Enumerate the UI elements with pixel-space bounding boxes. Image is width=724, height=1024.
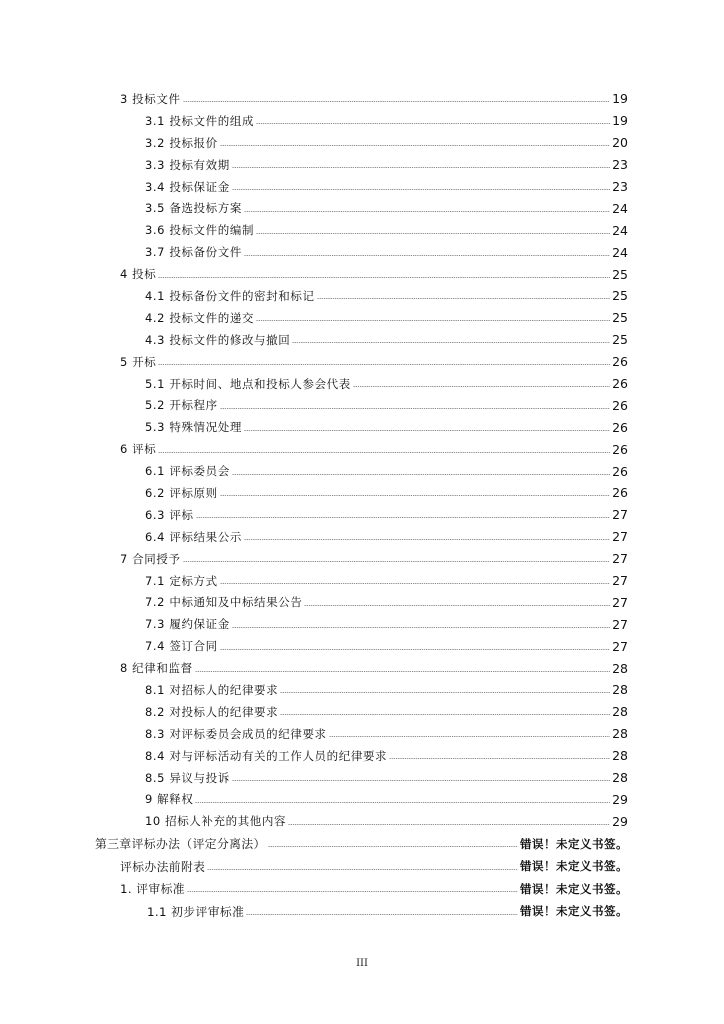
toc-entry-page-number: 24	[612, 222, 628, 238]
toc-entry[interactable]	[0, 591, 724, 613]
toc-entry-page-number: 28	[612, 682, 628, 698]
toc-entry-label: 8.3 对评标委员会成员的纪律要求	[145, 726, 327, 741]
toc-dot-leader	[246, 914, 518, 915]
toc-entry-label: 7.4 签订合同	[145, 639, 218, 654]
toc-entry-label: 6.3 评标	[145, 507, 194, 522]
toc-entry-label: 4.1 投标备份文件的密封和标记	[145, 288, 315, 303]
toc-entry-label: 7.2 中标通知及中标结果公告	[145, 595, 303, 610]
toc-entry-label: 3.3 投标有效期	[145, 157, 230, 172]
toc-entry-page-number: 29	[612, 813, 628, 829]
toc-entry[interactable]	[0, 460, 724, 482]
toc-entry-label: 3.2 投标报价	[145, 135, 218, 150]
toc-entry-page-number: 25	[612, 310, 628, 326]
toc-entry-label: 5.1 开标时间、地点和投标人参会代表	[145, 376, 351, 391]
toc-entry-page-number: 27	[612, 638, 628, 654]
toc-dot-leader	[304, 605, 610, 606]
toc-entry[interactable]	[0, 657, 724, 679]
toc-entry-label: 第三章评标办法（评定分离法）	[95, 837, 266, 852]
page-footer-number: III	[356, 958, 368, 969]
toc-entry[interactable]	[0, 745, 724, 767]
toc-entry[interactable]	[0, 548, 724, 570]
toc-entry-page-number: 23	[612, 179, 628, 194]
toc-entry-label: 3 投标文件	[120, 91, 181, 106]
toc-entry[interactable]	[0, 482, 724, 504]
toc-entry-page-number: 19	[612, 91, 628, 107]
table-of-contents	[0, 88, 724, 922]
toc-dot-leader	[389, 758, 610, 759]
toc-dot-leader	[353, 386, 610, 387]
toc-entry-label: 5.3 特殊情况处理	[145, 420, 242, 435]
toc-entry-page-number: 26	[612, 354, 628, 370]
toc-entry-label: 4 投标	[120, 267, 157, 282]
toc-chapter-entry[interactable]	[0, 855, 724, 878]
toc-entry[interactable]	[0, 679, 724, 701]
toc-chapter-entry[interactable]	[0, 877, 724, 900]
toc-entry-page-number: 26	[612, 463, 628, 479]
toc-entry-label: 3.7 投标备份文件	[145, 245, 242, 260]
toc-entry-page-number: 26	[612, 419, 628, 435]
toc-dot-leader	[256, 233, 610, 234]
toc-entry[interactable]	[0, 570, 724, 592]
toc-entry[interactable]	[0, 285, 724, 307]
toc-entry[interactable]	[0, 263, 724, 285]
toc-entry-label: 1. 评审标准	[120, 882, 185, 897]
toc-entry[interactable]	[0, 373, 724, 395]
toc-entry-page-number: 25	[612, 266, 628, 282]
toc-bookmark-error: 错误！未定义书签。	[520, 881, 628, 896]
toc-entry-page-number: 25	[612, 288, 628, 304]
toc-entry-label: 8.5 异议与投诉	[145, 770, 230, 785]
toc-entry-page-number: 20	[612, 135, 628, 151]
toc-entry[interactable]	[0, 767, 724, 789]
toc-entry-label: 3.6 投标文件的编制	[145, 223, 255, 238]
toc-entry-label: 6.4 评标结果公示	[145, 529, 242, 544]
toc-entry[interactable]	[0, 613, 724, 635]
toc-entry[interactable]	[0, 351, 724, 373]
toc-entry-page-number: 27	[612, 529, 628, 545]
toc-entry-label: 6.2 评标原则	[145, 485, 218, 500]
toc-entry[interactable]	[0, 219, 724, 241]
toc-entry[interactable]	[0, 723, 724, 745]
toc-dot-leader	[232, 474, 610, 475]
toc-entry-label: 3.5 备选投标方案	[145, 201, 242, 216]
toc-entry-label: 4.2 投标文件的递交	[145, 310, 255, 325]
toc-entry[interactable]	[0, 329, 724, 351]
toc-entry-page-number: 28	[612, 770, 628, 786]
toc-dot-leader	[196, 517, 610, 518]
toc-entry[interactable]	[0, 197, 724, 219]
toc-entry[interactable]	[0, 526, 724, 548]
toc-entry-label: 8 纪律和监督	[120, 661, 193, 676]
toc-dot-leader	[187, 891, 518, 892]
toc-entry[interactable]	[0, 176, 724, 198]
toc-entry[interactable]	[0, 810, 724, 832]
toc-dot-leader	[183, 101, 610, 102]
toc-entry-page-number: 26	[612, 397, 628, 413]
toc-entry-label: 5 开标	[120, 354, 157, 369]
toc-entry-label: 3.1 投标文件的组成	[145, 113, 255, 128]
toc-entry-label: 7.1 定标方式	[145, 573, 218, 588]
toc-dot-leader	[232, 167, 610, 168]
toc-entry-page-number: 26	[612, 441, 628, 457]
toc-entry-label: 8.1 对招标人的纪律要求	[145, 682, 279, 697]
toc-dot-leader	[280, 692, 610, 693]
toc-entry-page-number: 29	[612, 791, 628, 807]
toc-dot-leader	[232, 189, 610, 190]
toc-entry[interactable]	[0, 416, 724, 438]
toc-dot-leader	[220, 145, 610, 146]
toc-entry[interactable]	[0, 438, 724, 460]
toc-entry-page-number: 25	[612, 332, 628, 348]
toc-entry-label: 3.4 投标保证金	[145, 179, 230, 194]
toc-dot-leader	[195, 671, 610, 672]
toc-entry-label: 6 评标	[120, 442, 157, 457]
toc-dot-leader	[195, 802, 610, 803]
toc-entry-label: 评标办法前附表	[120, 859, 206, 874]
toc-dot-leader	[220, 495, 610, 496]
toc-chapter-entry[interactable]	[0, 832, 724, 855]
toc-entry[interactable]	[0, 789, 724, 811]
toc-entry-page-number: 19	[612, 113, 628, 129]
toc-dot-leader	[244, 430, 610, 431]
toc-entry-page-number: 26	[612, 376, 628, 392]
toc-dot-leader	[292, 342, 610, 343]
toc-dot-leader	[207, 869, 518, 870]
toc-entry[interactable]	[0, 635, 724, 657]
toc-entry-page-number: 28	[612, 726, 628, 742]
toc-bookmark-error: 错误！未定义书签。	[520, 859, 628, 874]
toc-entry-page-number: 27	[612, 616, 628, 632]
toc-entry-page-number: 23	[612, 157, 628, 173]
toc-entry-page-number: 28	[612, 748, 628, 764]
toc-dot-leader	[232, 627, 610, 628]
toc-dot-leader	[220, 408, 610, 409]
toc-dot-leader	[244, 539, 610, 540]
toc-entry-page-number: 28	[612, 704, 628, 720]
toc-entry-label: 1.1 初步评审标准	[147, 904, 245, 919]
toc-entry-label: 8.2 对投标人的纪律要求	[145, 704, 279, 719]
toc-entry[interactable]	[0, 88, 724, 110]
toc-entry[interactable]	[0, 307, 724, 329]
toc-entry-label: 6.1 评标委员会	[145, 464, 230, 479]
toc-entry[interactable]	[0, 394, 724, 416]
toc-dot-leader	[158, 452, 610, 453]
toc-dot-leader	[244, 255, 610, 256]
toc-entry-label: 10 招标人补充的其他内容	[145, 814, 287, 829]
toc-dot-leader	[232, 780, 610, 781]
toc-entry[interactable]	[0, 132, 724, 154]
toc-entry[interactable]	[0, 504, 724, 526]
toc-entry-label: 8.4 对与评标活动有关的工作人员的纪律要求	[145, 748, 388, 763]
toc-entry-page-number: 27	[612, 551, 628, 567]
toc-entry-page-number: 28	[612, 660, 628, 676]
toc-bookmark-error: 错误！未定义书签。	[520, 904, 628, 919]
toc-dot-leader	[288, 824, 610, 825]
toc-entry-page-number: 26	[612, 485, 628, 501]
toc-entry[interactable]	[0, 241, 724, 263]
toc-chapter-entry[interactable]	[0, 900, 724, 923]
toc-entry-page-number: 24	[612, 200, 628, 216]
toc-entry[interactable]	[0, 701, 724, 723]
toc-dot-leader	[256, 123, 610, 124]
toc-dot-leader	[329, 736, 610, 737]
toc-dot-leader	[268, 846, 518, 847]
toc-dot-leader	[317, 298, 610, 299]
toc-entry-label: 4.3 投标文件的修改与撤回	[145, 332, 291, 347]
toc-bookmark-error: 错误！未定义书签。	[520, 836, 628, 851]
toc-entry-label: 9 解释权	[145, 792, 194, 807]
toc-dot-leader	[183, 561, 610, 562]
toc-entry-label: 7 合同授予	[120, 551, 181, 566]
toc-dot-leader	[158, 277, 610, 278]
toc-entry-page-number: 27	[612, 507, 628, 523]
toc-entry-page-number: 27	[612, 594, 628, 610]
toc-entry[interactable]	[0, 154, 724, 176]
toc-dot-leader	[280, 714, 610, 715]
toc-entry[interactable]	[0, 110, 724, 132]
toc-entry-page-number: 27	[612, 573, 628, 589]
toc-dot-leader	[244, 211, 610, 212]
toc-dot-leader	[220, 649, 610, 650]
toc-entry-label: 7.3 履约保证金	[145, 617, 230, 632]
toc-dot-leader	[256, 320, 610, 321]
toc-entry-page-number: 24	[612, 244, 628, 260]
toc-entry-label: 5.2 开标程序	[145, 398, 218, 413]
toc-dot-leader	[158, 364, 610, 365]
toc-dot-leader	[220, 583, 610, 584]
